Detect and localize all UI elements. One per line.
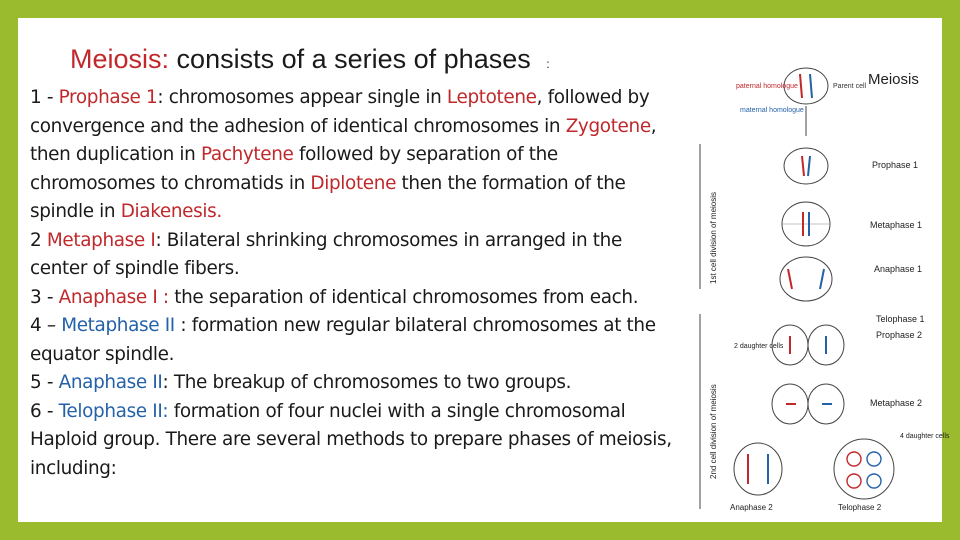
p1-phase: Prophase 1	[58, 87, 158, 108]
p2-number: 2	[30, 229, 47, 251]
paragraph-telophase-2	[30, 398, 680, 484]
anaphase-2-cell	[734, 443, 782, 495]
p4-number: 4 –	[30, 315, 62, 336]
four-daughter-label: 4 daughter cells	[900, 433, 950, 440]
p1-text-5: then the formation of the spindle in	[30, 172, 626, 222]
metaphase-1-label: Metaphase 1	[870, 220, 923, 230]
p5-number: 5 -	[30, 372, 59, 393]
meiosis-diagram-svg	[678, 64, 950, 522]
p1-text-4: followed by separation of the chromosomes to chromatids in	[30, 144, 558, 194]
p1-keyword-pachytene: Pachytene	[200, 144, 294, 165]
p6-text: formation of four nuclei with a single chromosomal Haploid group. There are several methods to prepare phases of meiosis, including:	[30, 400, 672, 479]
prophase-2-label: Prophase 2	[876, 330, 923, 340]
paternal-label: paternal homologue	[736, 83, 798, 90]
paternal-chromosome	[800, 74, 802, 98]
diagram-heading: Meiosis	[868, 71, 919, 88]
paragraph-anaphase-2	[30, 369, 680, 398]
metaphase-2-label: Metaphase 2	[870, 398, 923, 408]
p1-text-1: : chromosomes appear single in	[157, 87, 447, 108]
p3-phase: Anaphase I :	[58, 286, 169, 308]
slide-title	[70, 44, 550, 75]
telophase-2-nucleus-2	[867, 452, 881, 466]
maternal-chromosome	[810, 74, 812, 98]
p4-text: : formation new regular bilateral chromosomes at the equator spindle.	[30, 315, 656, 365]
anaphase-1-chromosome-b	[820, 269, 824, 289]
prophase-1-chromosome-b	[808, 156, 810, 176]
prophase-1-chromosome-a	[802, 156, 804, 176]
telophase-2-label: Telophase 2	[838, 503, 882, 512]
telophase-2-nucleus-4	[867, 474, 881, 488]
p2-phase: Metaphase I	[46, 229, 156, 251]
slide	[18, 18, 950, 522]
p1-text-3: , then duplication in	[30, 115, 657, 165]
p1-keyword-diplotene: Diplotene	[310, 172, 397, 194]
meiosis-diagram	[678, 64, 950, 522]
p1-number: 1 -	[30, 87, 59, 108]
anaphase-2-label: Anaphase 2	[730, 503, 773, 512]
division-2-label: 2nd cell division of meiosis	[709, 384, 718, 479]
p3-text: the separation of identical chromosomes from each.	[168, 286, 639, 308]
p6-phase: Telophase II:	[58, 400, 169, 422]
p3-number: 3 -	[30, 286, 59, 308]
title-rest: consists of a series of phases	[176, 44, 531, 74]
p6-number: 6 -	[30, 400, 59, 422]
p4-phase: Metaphase II	[61, 315, 175, 336]
p1-keyword-diakenesis: Diakenesis.	[120, 201, 222, 222]
telophase-1-label: Telophase 1	[876, 314, 925, 324]
paragraph-metaphase-1	[30, 227, 680, 284]
p2-text: : Bilateral shrinking chromosomes in arranged in the center of spindle fibers.	[30, 229, 622, 279]
anaphase-1-chromosome-a	[788, 269, 792, 289]
p5-text: : The breakup of chromosomes to two groups.	[162, 372, 572, 393]
maternal-label: maternal homologue	[740, 107, 804, 114]
paragraph-anaphase-1	[30, 284, 680, 313]
p1-text-2: , followed by convergence and the adhesion of identical chromosomes in	[30, 87, 650, 137]
division-1-label: 1st cell division of meiosis	[709, 191, 718, 284]
telophase-2-cell	[834, 439, 894, 499]
prophase-1-label: Prophase 1	[872, 160, 919, 170]
telophase-2-nucleus-3	[847, 474, 861, 488]
title-lead: Meiosis:	[70, 44, 170, 74]
p5-phase: Anaphase II	[58, 372, 163, 393]
anaphase-1-label: Anaphase 1	[874, 264, 923, 274]
paragraph-metaphase-2	[30, 312, 680, 369]
anaphase-1-cell	[780, 257, 832, 301]
parent-cell-label: Parent cell	[833, 83, 867, 90]
p1-keyword-leptotene: Leptotene	[446, 87, 537, 108]
paragraph-prophase-1	[30, 84, 680, 227]
title-colon: :	[546, 57, 550, 71]
prophase-1-cell	[784, 148, 828, 184]
p1-keyword-zygotene: Zygotene	[565, 115, 651, 137]
telophase-2-nucleus-1	[847, 452, 861, 466]
body-text	[30, 84, 680, 483]
two-daughter-label: 2 daughter cells	[734, 343, 784, 350]
